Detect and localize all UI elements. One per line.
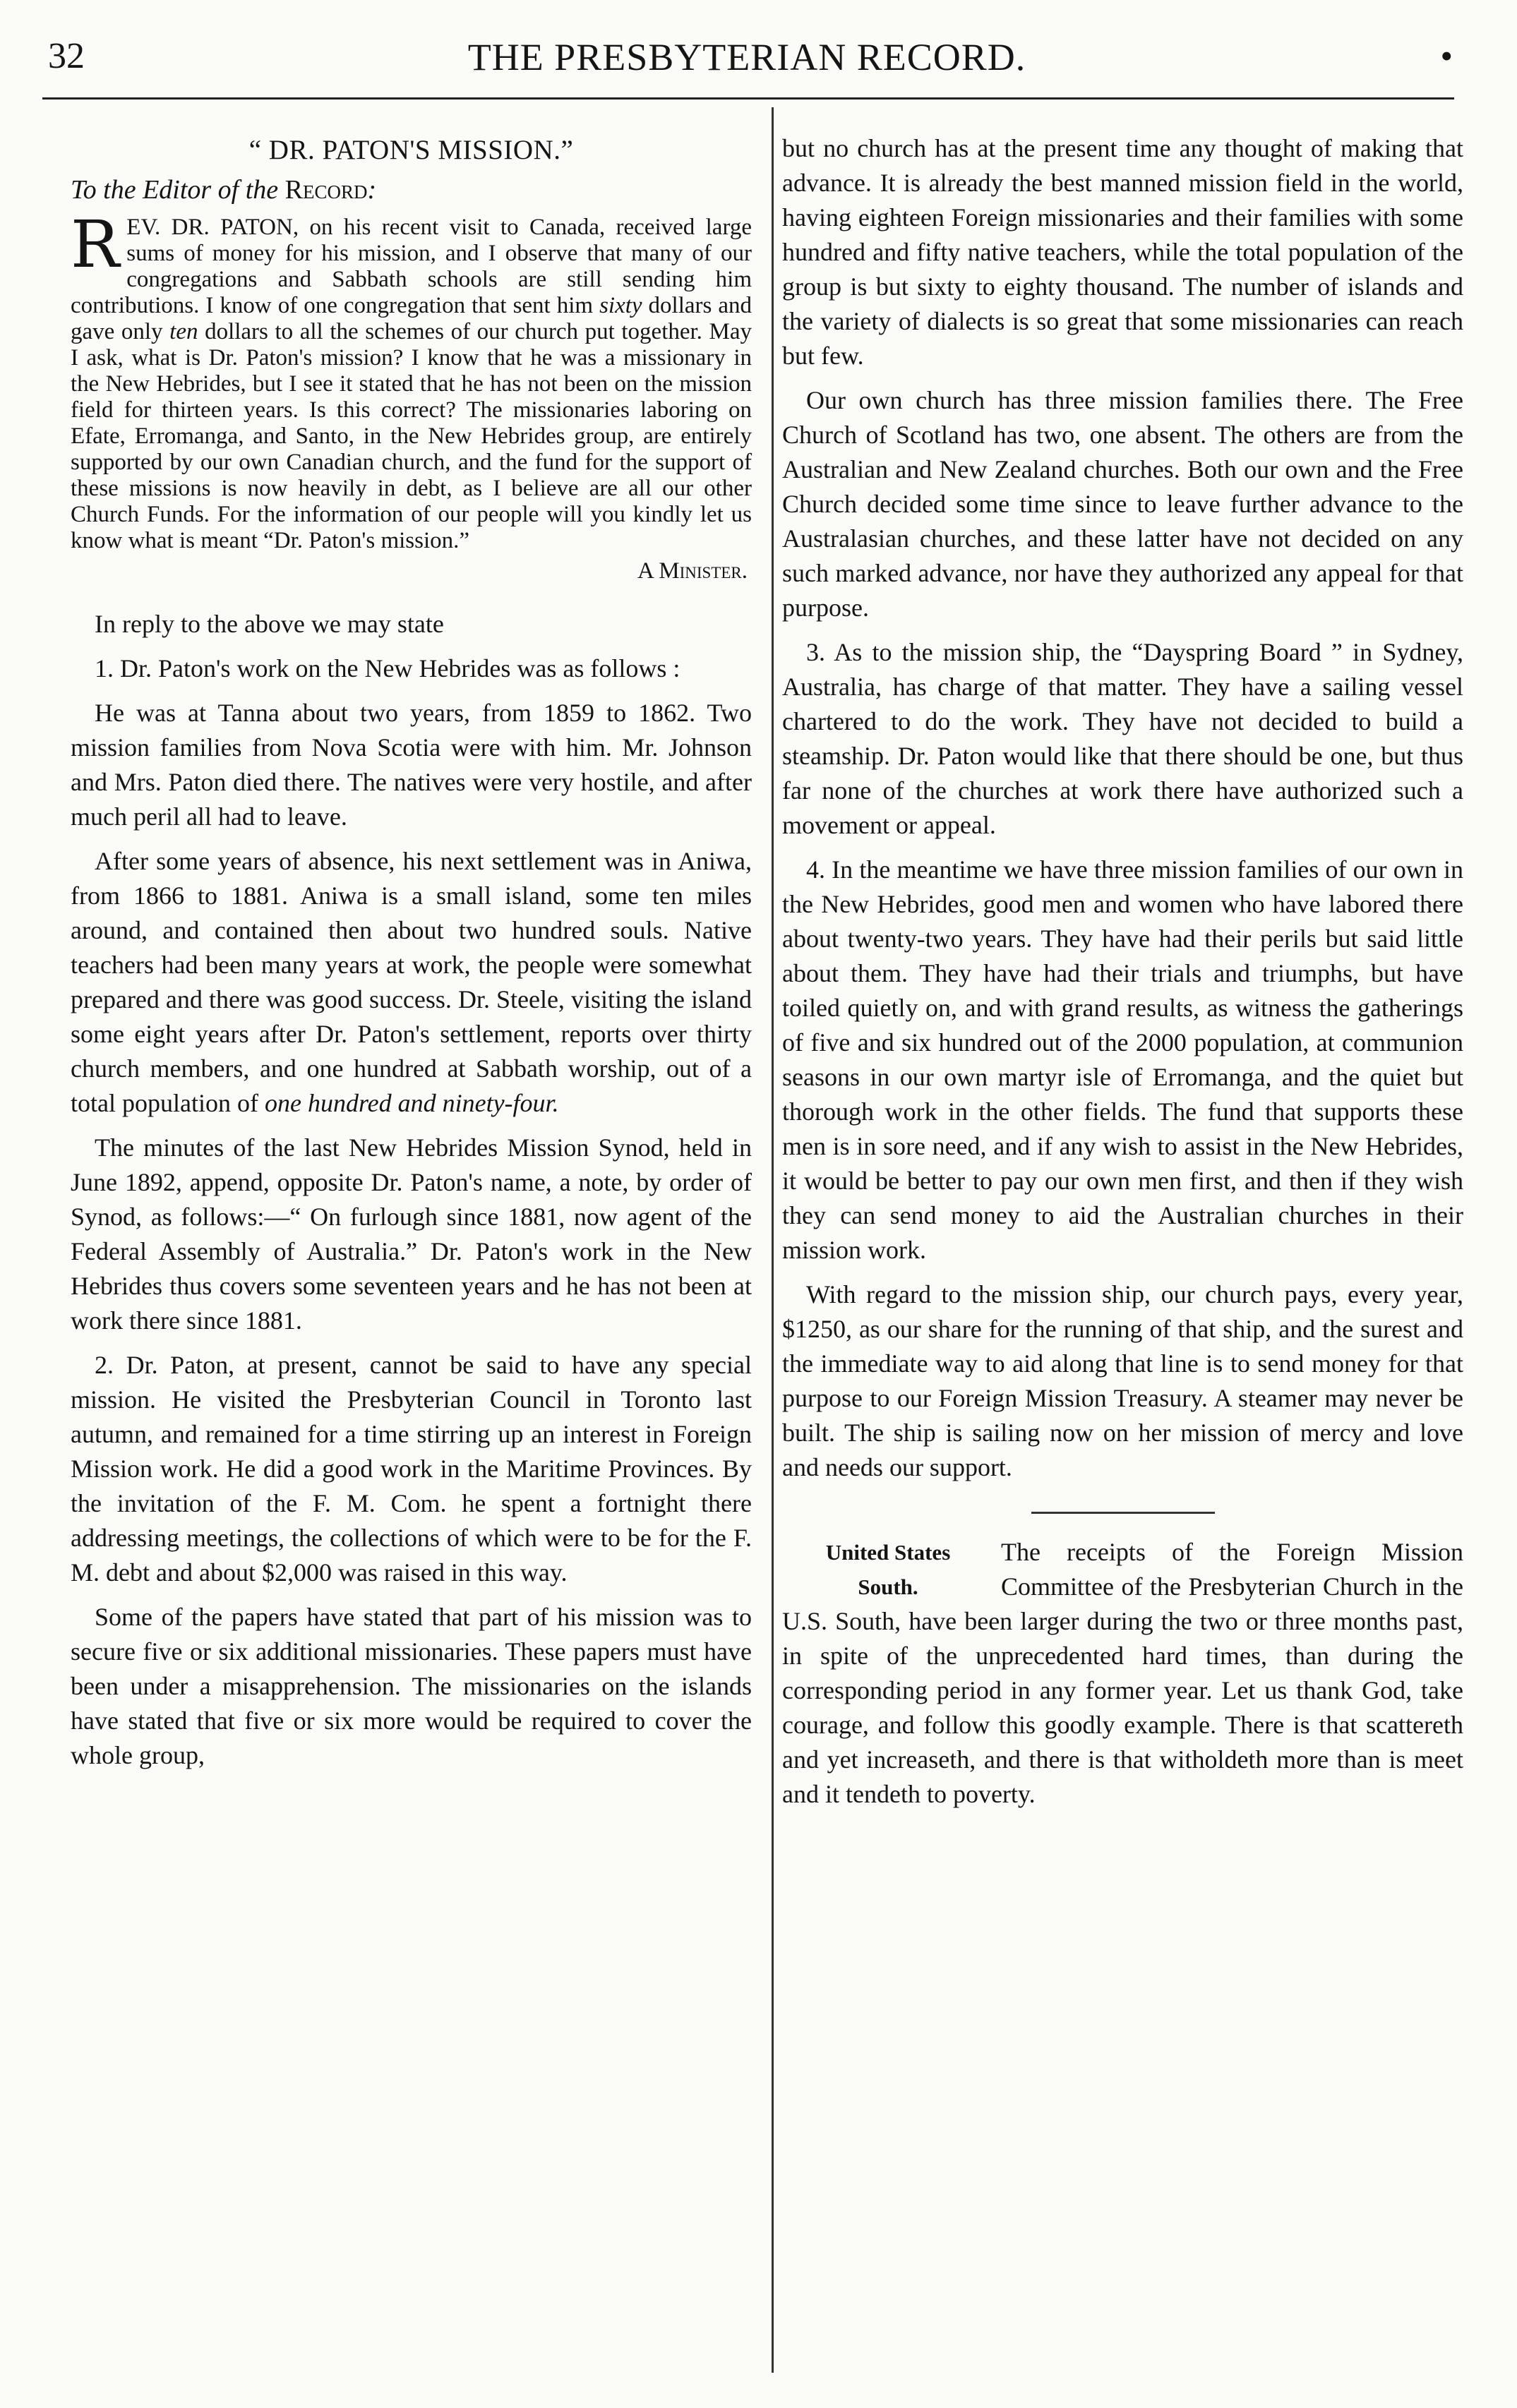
letter-text-1: EV. DR. PATON, on his recent visit to Canada, received large sums of money for his mission, and I observe that many of our congregations and Sabbath schools are still sending him contributions. I know of one congregation that sent him bbox=[71, 215, 752, 318]
paragraph-synod: The minutes of the last New Hebrides Mission Synod, held in June 1892, append, opposite Dr. Paton's name, a note, by order of Synod, as follows:—“ On furlough since 1881, now agent of the Federal Assembly of Australia.” Dr. Paton's work in the New Hebrides thus covers some seventeen years and he has not been at work there since 1881. bbox=[71, 1133, 752, 1335]
page-number: 32 bbox=[48, 36, 85, 76]
aniwa-text: After some years of absence, his next settlement was in Aniwa, from 1866 to 1881. Aniwa is a small island, some ten miles around, and contained then about two hundred souls. Native teachers had been many years at work, the people were somewhat prepared and there was good success. Dr. Steele, visiting the island some eight years after Dr. Paton's settlement, reports over thirty church members, and one hundred at Sabbath worship, out of a total population of bbox=[71, 847, 752, 1117]
drop-cap: R bbox=[71, 207, 120, 282]
left-column bbox=[71, 127, 752, 1783]
header-rule bbox=[42, 97, 1454, 100]
paragraph-continued: but no church has at the present time any thought of making that advance. It is already the best manned mission field in the world, having eighteen Foreign missionaries and their families with some hundred and fifty native teachers, while the total population of the group is but sixty to eighty thousand. The number of islands and the variety of dialects is so great that some missionaries can reach but few. bbox=[782, 134, 1463, 370]
letter-signature: A Minister. bbox=[637, 558, 748, 584]
letter-emphasis-1: sixty bbox=[599, 293, 642, 318]
article-title: “ DR. PATON'S MISSION.” bbox=[248, 135, 574, 165]
page-header bbox=[41, 31, 1453, 95]
us-south-paragraph bbox=[782, 1535, 1463, 1812]
editor-suffix: : bbox=[367, 175, 377, 205]
header-ornament: • bbox=[1440, 36, 1453, 76]
editor-prefix: To the Editor of the bbox=[71, 175, 279, 205]
running-title: THE PRESBYTERIAN RECORD. bbox=[467, 36, 1026, 78]
editor-name: Record bbox=[284, 175, 368, 205]
point-3: 3. As to the mission ship, the “Dayspring Board ” in Sydney, Australia, has charge of that matter. They have a sailing vessel chartered to do the work. They have not decided to build a steamship. Dr. Paton would like that there should be one, but thus far none of the churches at work there have authorized such a movement or appeal. bbox=[782, 638, 1463, 839]
paragraph-tanna: He was at Tanna about two years, from 1859 to 1862. Two mission families from Nova Scotia were with him. Mr. Johnson and Mrs. Paton died there. The natives were very hostile, and after much peril all had to leave. bbox=[71, 699, 752, 831]
paragraph-aniwa bbox=[71, 844, 752, 1121]
right-column bbox=[782, 131, 1463, 1822]
letter-text-3: dollars to all the schemes of our church put together. May I ask, what is Dr. Paton's mission? I know that he was a missionary in the New Hebrides, but I see it stated that he has not been on the mission field for thirteen years. Is this correct? The missionaries laboring on Efate, Erromanga, and Santo, in the New Hebrides group, are entirely supported by our own Canadian church, and the fund for the support of these missions is now heavily in debt, as I believe are all our other Church Funds. For the information of our people will you kindly let us know what is meant “Dr. Paton's mission.” bbox=[71, 319, 752, 553]
point-2: 2. Dr. Paton, at present, cannot be said to have any special mission. He visited the Presbyterian Council in Toronto last autumn, and remained for a time stirring up an interest in Foreign Mission work. He did a good work in the Maritime Provinces. By the invitation of the F. M. Com. he spent a fortnight there addressing meetings, the collections of which were to be for the F. M. debt and about $2,000 was raised in this way. bbox=[71, 1351, 752, 1587]
editor-address bbox=[71, 173, 752, 207]
point-4: 4. In the meantime we have three mission families of our own in the New Hebrides, good men and women who have labored there about twenty-two years. They have had their perils but said little about them. They have had their trials and triumphs, but have toiled quietly on, and with grand results, as witness the gatherings of five and six hundred out of the 2000 population, at communion seasons in our own martyr isle of Erromanga, and the quiet but thorough work in the other fields. The fund that supports these men is in sore need, and if any wish to assist in the New Hebrides, it would be better to pay our own men first, and then if they wish they can send money to aid the Australian churches in their mission work. bbox=[782, 855, 1463, 1264]
column-divider bbox=[772, 107, 774, 2373]
paragraph-own-church: Our own church has three mission families there. The Free Church of Scotland has two, one absent. The others are from the Australian and New Zealand churches. Both our own and the Free Church decided some time since to leave further advance to the Australasian churches, and these latter have not decided on any such marked advance, nor have they authorized any appeal for that purpose. bbox=[782, 386, 1463, 622]
point-1: 1. Dr. Paton's work on the New Hebrides was as follows : bbox=[95, 654, 680, 682]
reply-intro: In reply to the above we may state bbox=[95, 610, 444, 638]
us-south-text: The receipts of the Foreign Mission Committee of the Presbyterian Church in the U.S. South, have been larger during the two or three months past, in spite of the unprecedented hard times, than during the corresponding period in any former year. Let us thank God, take courage, and follow this goodly example. There is that scattereth and yet increaseth, and there is that witholdeth more than is meet and it tendeth to poverty. bbox=[782, 1538, 1463, 1808]
letter-emphasis-2: ten bbox=[169, 319, 198, 344]
paragraph-mission-ship: With regard to the mission ship, our church pays, every year, $1250, as our share for the running of that ship, and the surest and the immediate way to aid along that line is to send money for that purpose to our Foreign Mission Treasury. A steamer may never be built. The ship is sailing now on her mission of mercy and love and needs our support. bbox=[782, 1280, 1463, 1481]
aniwa-emphasis: one hundred and ninety-four. bbox=[264, 1089, 559, 1117]
letter-text-2: dollars and gave only bbox=[71, 293, 752, 344]
paragraph-papers: Some of the papers have stated that part of his mission was to secure five or six additional missionaries. These papers must have been under a misapprehension. The missionaries on the islands have stated that five or six more would be required to cover the whole group, bbox=[71, 1603, 752, 1769]
us-south-side-heading bbox=[782, 1535, 994, 1604]
letter-body bbox=[71, 207, 752, 554]
section-separator bbox=[1031, 1512, 1215, 1514]
side-heading-line-2: South. bbox=[858, 1575, 918, 1599]
side-heading-line-1: United States bbox=[825, 1540, 951, 1565]
